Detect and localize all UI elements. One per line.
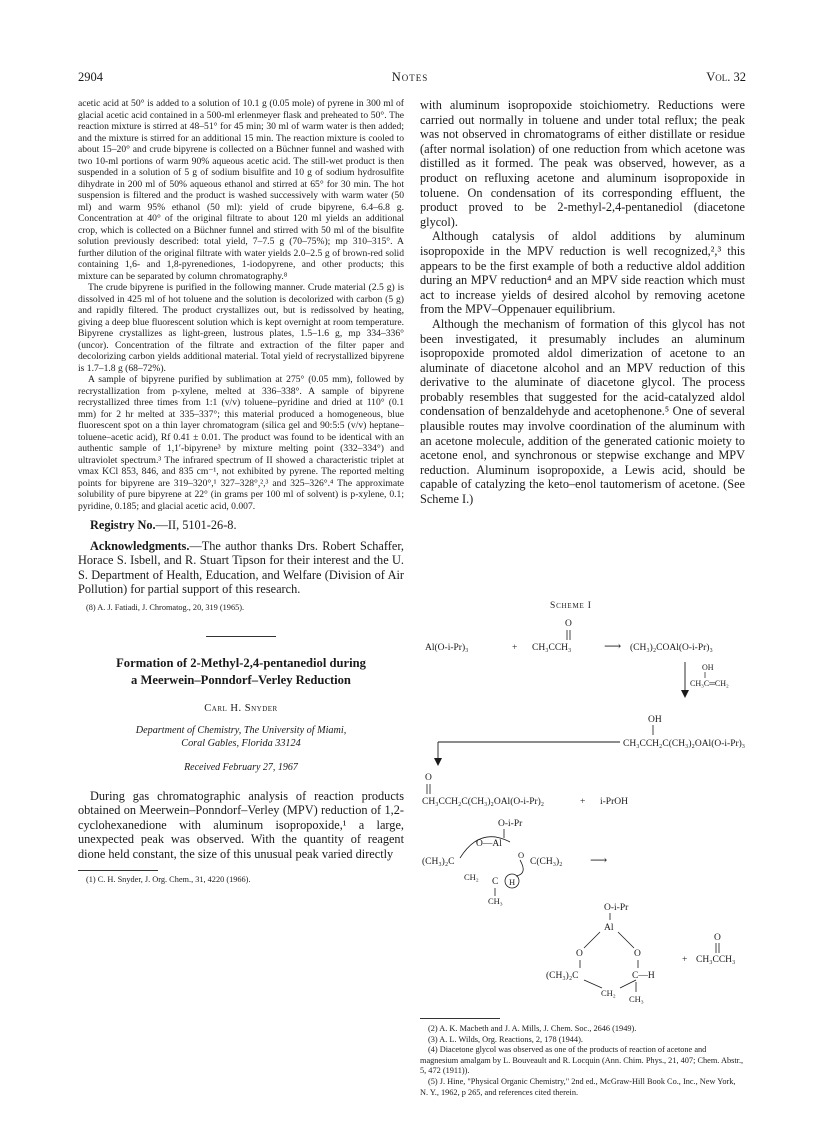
scheme-1: [420, 590, 750, 1010]
product-ring-bond: [618, 932, 634, 948]
ts-arrow: ⟶: [590, 853, 608, 867]
article-title-line-1: Formation of 2-Methyl-2,4-pentanediol during: [116, 655, 366, 670]
r1-aluminum-isopropoxide: Al(O-i-Pr)₃: [425, 643, 469, 653]
received-date: Received February 27, 1967: [184, 761, 298, 773]
r1-product: (CH₃)₂COAl(O-i-Pr)₃: [630, 643, 713, 653]
ts-left-group: (CH₃)₂C: [422, 857, 455, 867]
ts-hydride: H: [509, 877, 516, 887]
product-acetone: CH₃CCH₃: [696, 955, 736, 965]
enol-oh: OH: [702, 663, 714, 672]
article-author: Carl H. Snyder: [204, 702, 278, 714]
registry-text: —II, 5101-26-8.: [155, 518, 237, 532]
footnote-3: (3) A. L. Wilds, Org. Reactions, 2, 178 (1944).: [428, 1034, 583, 1044]
experimental-text: [78, 98, 404, 512]
right-paragraph: with aluminum isopropoxide stoichiometry. Reductions were carried out normally in toluene and under total reflux; the peak was not observed in chromatograms of either distillate or residue (after normal isolation) of one reduction from which acetone was distilled as it formed. The peak was observed, however, as a product on refluxing acetone and aluminum isopropoxide in toluene. On condensation of its corresponding effluent, the product proved to be 2-methyl-2,4-pentanediol (diacetone glycol).: [420, 98, 745, 229]
right-paragraph: Although the mechanism of formation of this glycol has not been investigated, it presumably includes an aluminum isopropoxide promoted aldol dimerization of acetone to an aluminate of diacetone alcohol and an MPV reduction of this derivative to the aluminate of diacetone glycol. The process probably resembles that suggested for the acid-catalyzed aldol condensation of benzaldehyde and acetophenone.⁵ One of several plausible routes may involve coordination of the aluminum with an acetone molecule, addition of the generated cationic moiety to acetone enol, and synchronous or stepwise exchange and MPV reduction. Aluminum isopropoxide, a Lewis acid, should be capable of catalyzing the keto–enol tautomerism of acetone. (See Scheme I.): [420, 316, 745, 507]
registry-block: [78, 518, 404, 533]
acknowledgments-text: —The author thanks Drs. Robert Schaffer, Horace S. Isbell, and R. Stuart Tipson for their interest and the U. S. Department of Health, Education, and Welfare (Division of Air Pollution) for partial support of this research.: [78, 538, 404, 597]
footnote-rule-right: [420, 1018, 500, 1019]
footnote-2: (2) A. K. Macbeth and J. A. Mills, J. Chem. Soc., 2646 (1949).: [428, 1024, 637, 1033]
ts-ring-bond: [516, 860, 523, 876]
product-o-left: O: [576, 949, 583, 959]
product-o-right: O: [634, 949, 641, 959]
article-affiliation: [78, 724, 404, 750]
ts-methyl: CH₃: [488, 896, 503, 906]
acknowledgments-block: [78, 539, 404, 597]
down-arrow-head: [681, 690, 689, 698]
product-ch2: CH₂: [601, 988, 616, 998]
scheme-1-diagram: [420, 590, 750, 1010]
product-isopropoxy: O-i-Pr: [604, 903, 629, 913]
scheme-title: Scheme I: [550, 601, 592, 611]
r1-arrow: ⟶: [604, 639, 622, 653]
r1-acetone: CH₃CCH₃: [532, 643, 572, 653]
article-title-line-2: a Meerwein–Ponndorf–Verley Reduction: [131, 672, 351, 687]
article-intro: [78, 789, 404, 862]
left-column: [78, 98, 404, 885]
product-ring-bond: [584, 980, 602, 988]
footnote-8: [78, 603, 404, 614]
section-divider: [206, 636, 276, 637]
right-column: [420, 98, 745, 507]
ts-ch2: CH₂: [464, 872, 479, 882]
footnote-rule-left: [78, 870, 158, 871]
volume-label: Vol. 32: [706, 70, 746, 84]
footnotes-right: [420, 1024, 745, 1098]
experimental-paragraph: A sample of bipyrene purified by sublimation at 275° (0.05 mm), followed by recrystallization from p-xylene, melted at 336–338°. A sample of bipyrene recrystallized three times from 1:1 (v/v) toluene–pyridine and dried at 110° (0.1 mm) for 2 hr melted at 335–337°; this material produced a homogeneous, blue fluorescent spot on a thin layer chromatogram (silica gel and 90:5:5 (v/v) heptane–toluene–acetic acid), Rf 0.41 ± 0.01. The product was found to be identical with an authentic sample of 1,1′-bipyrene³ by mixture melting point (332–334°) and ultraviolet spectrum.³ The infrared spectrum of II showed a characteristic triplet at νmax KCl 853, 846, and 835 cm⁻¹, not exhibited by pyrene. The reported melting points for bipyrene are 319–320°,¹ 327–328°,²,³ and 325–326°.⁴ The approximate solubility of pure bipyrene at 22° (in grams per 100 ml of solvent) is p-xylene, 0.1; pyridine, 0.185; and glacial acetic acid, 0.007.: [78, 374, 404, 512]
r1-carbonyl-o: O: [565, 619, 572, 629]
product-plus: +: [682, 955, 688, 965]
ts-carbon: C: [492, 877, 499, 887]
product-acetone-o: O: [714, 933, 721, 943]
r1-plus: +: [512, 643, 518, 653]
r3-aluminate: CH₃CCH₂C(CH₃)₂OAl(O-i-Pr)₂: [422, 797, 545, 807]
r2-hydroxyl: OH: [648, 715, 662, 725]
product-methyl: CH₃: [629, 994, 644, 1004]
return-arrow-head: [434, 758, 442, 766]
footnote-1: [78, 875, 404, 886]
affiliation-line-2: Coral Gables, Florida 33124: [181, 737, 301, 749]
product-ring-bond: [620, 980, 636, 988]
right-paragraph: Although catalysis of aldol additions by aluminum isopropoxide in the MPV reduction is well recognized,²,³ this appears to be the first example of both a reductive aldol addition during an MPV reduction⁴ and an MPV side reaction which must act to increase yields of desired alcohol by removing acetone from the MPV–Oppenauer equilibrium.: [420, 229, 745, 317]
r3-carbonyl-o: O: [425, 773, 432, 783]
enol-acetone: CH₃C═CH₂: [690, 679, 729, 688]
experimental-paragraph: acetic acid at 50° is added to a solution of 10.1 g (0.05 mole) of pyrene in 300 ml of glacial acetic acid contained in a 500-ml erlenmeyer flask and preheated to 50°. The reaction mixture is stirred at 48–51° for 45 min; 30 ml of warm water is then added; and the mixture is stirred for an additional 15 min. The reaction mixture is cooled to about 15–20° and crude bipyrene is collected on a Büchner funnel and washed with two 10-ml portions of warm 90% aqueous acetic acid. The still-wet product is then suspended in a solution of 5 g of sodium bisulfite and 10 g of sodium hydrosulfite dihydrate in 200 ml of 50% aqueous ethanol and stirred at 65° for 30 min. The hot suspension is filtered and the product is washed successively with warm water (50 ml) and warm 95% ethanol (50 ml): yield of crude bipyrene, 6.4–6.8 g. Concentration at 40° of the original filtrate to about 120 ml yields an additional crop, which is collected on a Büchner funnel and stirred with 50 ml of the bisulfite solution previously described: total yield, 7–7.5 g (70–75%); mp 310–315°. A further dilution of the original filtrate with water yields 2.0–2.5 g of brown-red solid containing 1,6- and 1,8-pyrenediones, 1-iodopyrene, and other products; this mixture can be separated by column chromatography.⁸: [78, 98, 404, 282]
product-ch: C—H: [632, 971, 655, 981]
ts-o: O: [518, 850, 525, 860]
footnote-4: (4) Diacetone glycol was observed as one of the products of reaction of acetone and magnesium amalgam by L. Bouveault and R. Locquin (Ann. Chim. Phys., 21, 407; Chem. Abstr., 5, 472 (1911)).: [420, 1045, 744, 1076]
product-ring-bond: [584, 932, 600, 948]
registry-label: Registry No.: [90, 518, 156, 532]
affiliation-line-1: Department of Chemistry, The University of Miami,: [135, 724, 347, 736]
footnote-5: (5) J. Hine, "Physical Organic Chemistry," 2nd ed., McGraw-Hill Book Co., Inc., New York, N. Y., 1962, p 265, and references cited therein.: [420, 1076, 736, 1097]
r2-product: CH₃CCH₂C(CH₃)₂OAl(O-i-Pr)₃: [623, 739, 746, 749]
article-title-block: [78, 655, 404, 689]
product-al: Al: [604, 923, 614, 933]
product-left-carbon: (CH₃)₂C: [546, 971, 579, 981]
right-body-text: [420, 98, 745, 507]
ts-right-group: C(CH₃)₂: [530, 857, 563, 867]
footnote-8-text: (8) A. J. Fatiadi, J. Chromatog., 20, 319 (1965).: [86, 602, 245, 612]
article-intro-paragraph: During gas chromatographic analysis of reaction products obtained on Meerwein–Ponndorf–Verley (MPV) reduction of 1,2-cyclohexanedione with aluminum isopropoxide,¹ a large, unexpected peak was observed. With the quantity of reagent dione held constant, the size of this unusual peak varied directly: [78, 788, 404, 861]
ts-o-al: O—Al: [476, 839, 502, 849]
footnote-1-text: (1) C. H. Snyder, J. Org. Chem., 31, 4220 (1966).: [86, 874, 251, 884]
acknowledgments-label: Acknowledgments.: [90, 538, 190, 553]
r3-isopropanol: i-PrOH: [600, 797, 628, 807]
r3-plus: +: [580, 797, 586, 807]
experimental-paragraph: The crude bipyrene is purified in the following manner. Crude material (2.5 g) is dissolved in 425 ml of hot toluene and the solution is decolorized with carbon (5 g) and rapidly filtered. The product crystallizes out, but is redissolved by heating, giving a deep blue fluorescent solution which is kept overnight at room temperature. Bipyrene crystallizes as light-green, lustrous plates, 1.5–1.6 g, mp 334–336° (uncor). Concentration of the filtrate and extraction of the filter paper and decolorizing carbon yields additional material. Total yield of recrystallized bipyrene is 1.7–1.8 g (68–72%).: [78, 282, 404, 374]
ts-isopropoxy: O-i-Pr: [498, 819, 523, 829]
running-header-section: Notes: [391, 70, 429, 84]
page-number: 2904: [78, 70, 103, 84]
